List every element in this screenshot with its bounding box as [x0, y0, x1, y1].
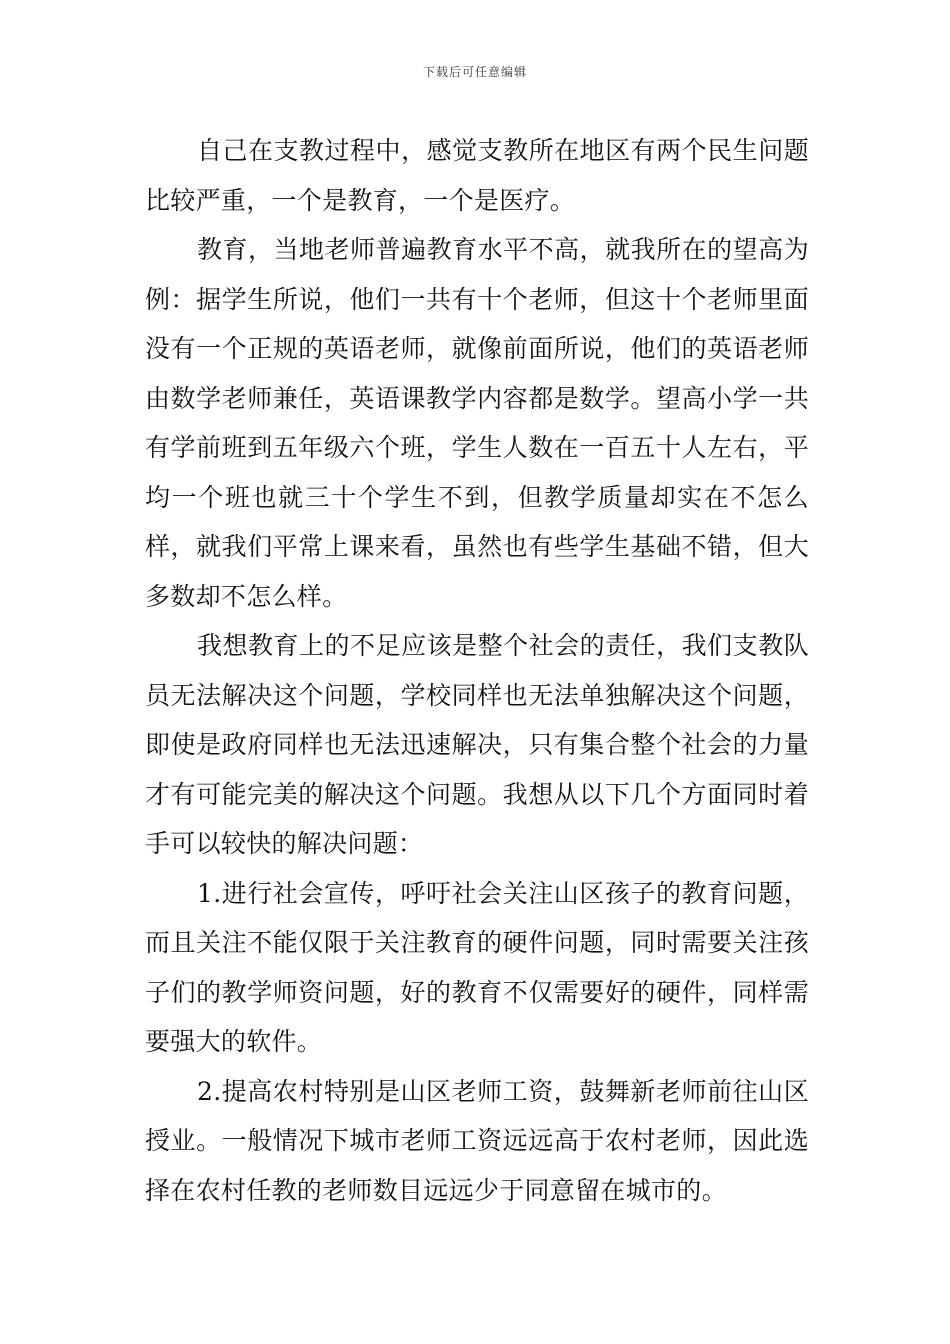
- paragraph-intro: 自己在支教过程中，感觉支教所在地区有两个民生问题比较严重，一个是教育，一个是医疗。: [145, 136, 809, 215]
- page-header: 下载后可任意编辑: [422, 65, 527, 79]
- paragraph-education: 教育，当地老师普遍教育水平不高，就我所在的望高为例：据学生所说，他们一共有十个老师，但这十个老师里面没有一个正规的英语老师，就像前面所说，他们的英语老师由数学老师兼任，英语课教学内容都是数学。望高小学一共有学前班到五年级六个班，学生人数在一百五十人左右，平均一个班也就三十个学生不到，但教学质量却实在不怎么样，就我们平常上课来看，虽然也有些学生基础不错，但大多数却不怎么样。: [145, 235, 809, 611]
- paragraph-point-1: 1.进行社会宣传，呼吁社会关注山区孩子的教育问题，而且关注不能仅限于关注教育的硬件问题，同时需要关注孩子们的教学师资问题，好的教育不仅需要好的硬件，同样需要强大的软件。: [145, 878, 809, 1056]
- paragraph-society-responsibility: 我想教育上的不足应该是整个社会的责任，我们支教队员无法解决这个问题，学校同样也无法单独解决这个问题，即使是政府同样也无法迅速解决，只有集合整个社会的力量才有可能完美的解决这个问题。我想从以下几个方面同时着手可以较快的解决问题：: [145, 631, 809, 858]
- paragraph-point-2: 2.提高农村特别是山区老师工资，鼓舞新老师前往山区授业。一般情况下城市老师工资远远高于农村老师，因此选择在农村任教的老师数目远远少于同意留在城市的。: [145, 1076, 809, 1205]
- document-body: [145, 126, 809, 1215]
